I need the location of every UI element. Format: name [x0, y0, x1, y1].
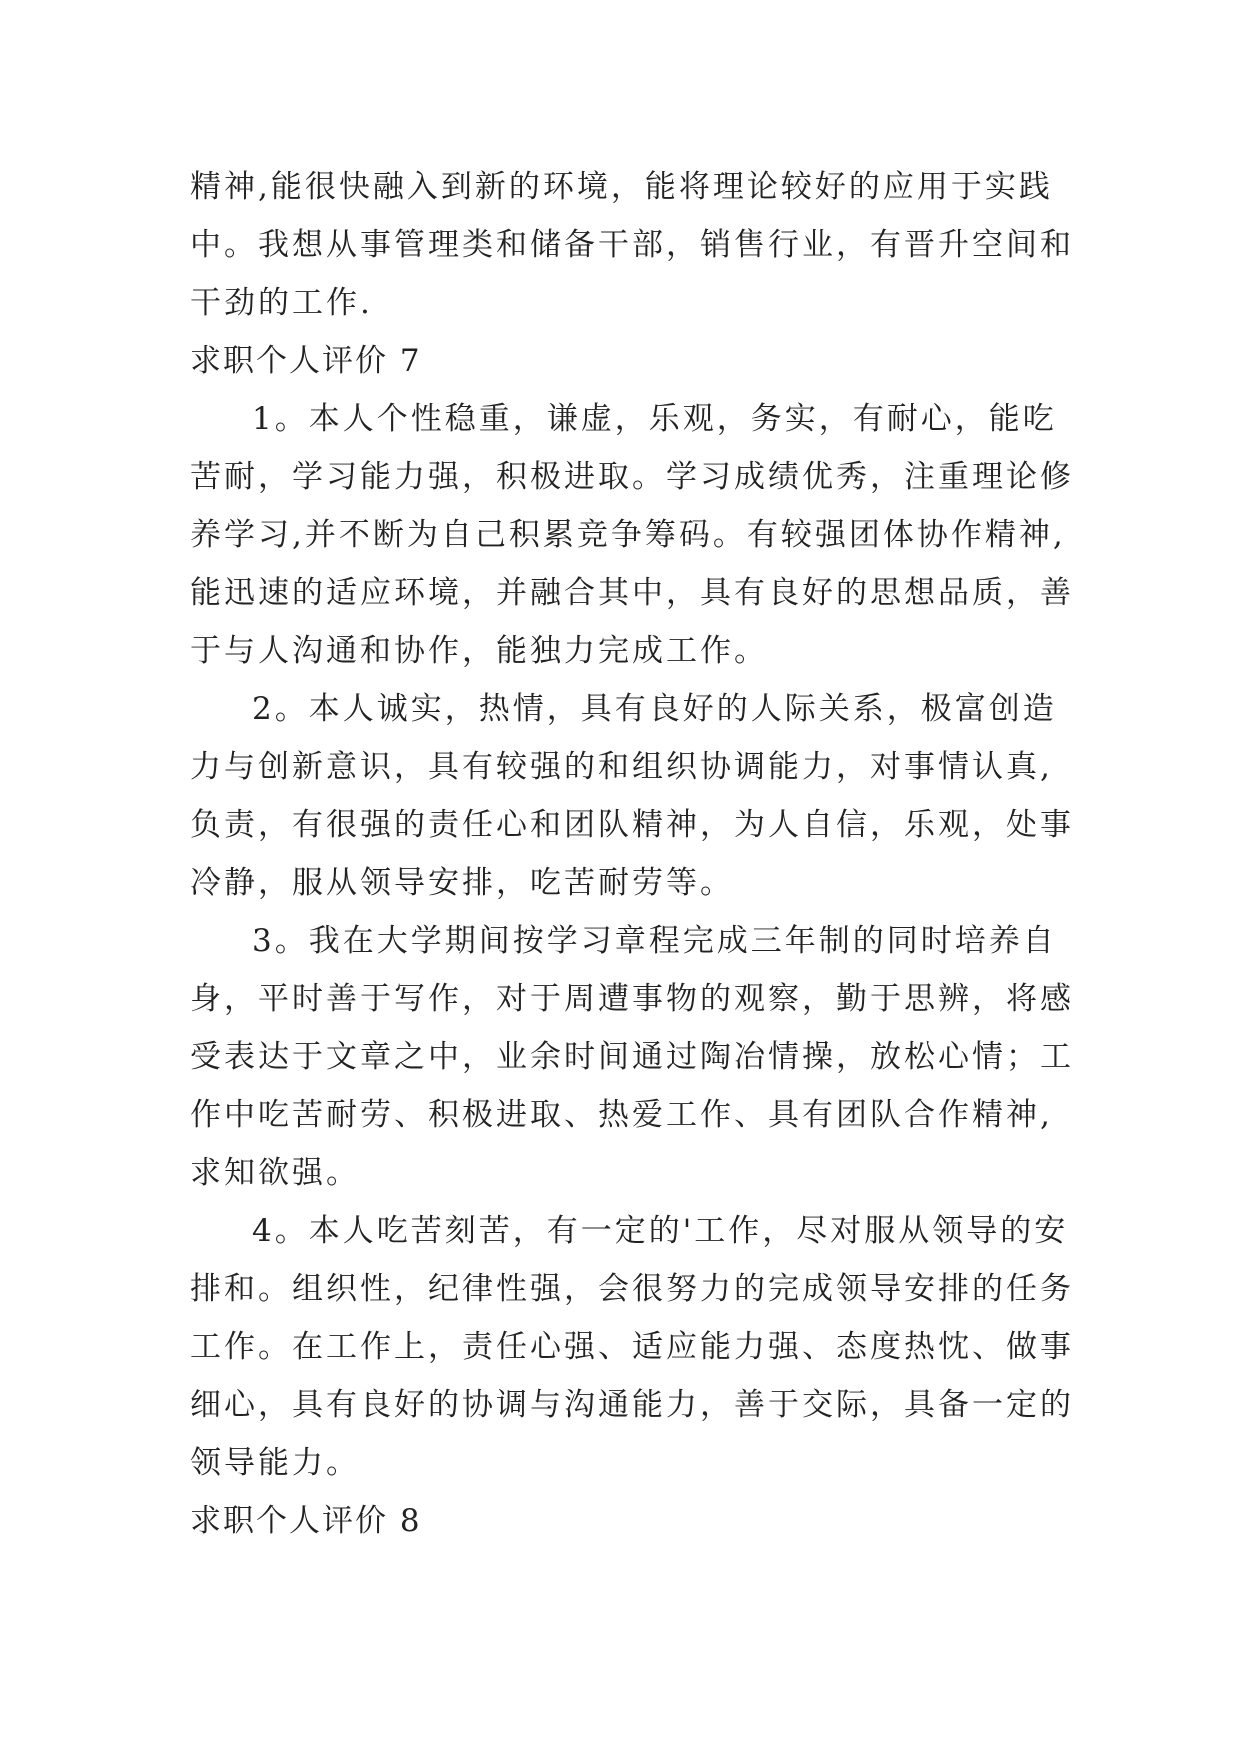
text-line: 精神,能很快融入到新的环境，能将理论较好的应用于实践	[190, 169, 1053, 205]
text-line: 工作。在工作上，责任心强、适应能力强、态度热忱、做事	[190, 1329, 1074, 1365]
evaluation-item-4	[190, 1202, 1074, 1492]
text-line: 受表达于文章之中，业余时间通过陶冶情操，放松心情；工	[190, 1039, 1074, 1075]
evaluation-item-2	[190, 680, 1074, 912]
text-line: 4。本人吃苦刻苦，有一定的'工作，尽对服从领导的安	[252, 1213, 1069, 1249]
continuation-paragraph	[190, 158, 1074, 332]
text-line: 负责，有很强的责任心和团队精神，为人自信，乐观，处事	[190, 807, 1074, 843]
text-line: 能迅速的适应环境，并融合其中，具有良好的思想品质，善	[190, 575, 1074, 611]
text-line: 身，平时善于写作，对于周遭事物的观察，勤于思辨，将感	[190, 981, 1074, 1017]
text-line: 中。我想从事管理类和储备干部，销售行业，有晋升空间和	[190, 227, 1074, 263]
text-line: 3。我在大学期间按学习章程完成三年制的同时培养自	[252, 923, 1057, 959]
text-line: 排和。组织性，纪律性强，会很努力的完成领导安排的任务	[190, 1271, 1074, 1307]
text-line: 养学习,并不断为自己积累竞争筹码。有较强团体协作精神,	[190, 517, 1066, 553]
text-line: 领导能力。	[190, 1445, 360, 1481]
document-body	[190, 158, 1074, 1550]
text-line: 1。本人个性稳重，谦虚，乐观，务实，有耐心，能吃	[252, 401, 1057, 437]
text-line: 力与创新意识，具有较强的和组织协调能力，对事情认真,	[190, 749, 1053, 785]
evaluation-item-1	[190, 390, 1074, 680]
section-heading-7: 求职个人评价 7	[190, 343, 422, 379]
section-heading-8: 求职个人评价 8	[190, 1503, 422, 1539]
text-line: 干劲的工作.	[190, 285, 373, 321]
text-line: 作中吃苦耐劳、积极进取、热爱工作、具有团队合作精神,	[190, 1097, 1053, 1133]
evaluation-item-3	[190, 912, 1074, 1202]
text-line: 求知欲强。	[190, 1155, 360, 1191]
text-line: 于与人沟通和协作，能独力完成工作。	[190, 633, 768, 669]
text-line: 苦耐，学习能力强，积极进取。学习成绩优秀，注重理论修	[190, 459, 1074, 495]
text-line: 2。本人诚实，热情，具有良好的人际关系，极富创造	[252, 691, 1057, 727]
text-line: 冷静，服从领导安排，吃苦耐劳等。	[190, 865, 734, 901]
text-line: 细心，具有良好的协调与沟通能力，善于交际，具备一定的	[190, 1387, 1074, 1423]
